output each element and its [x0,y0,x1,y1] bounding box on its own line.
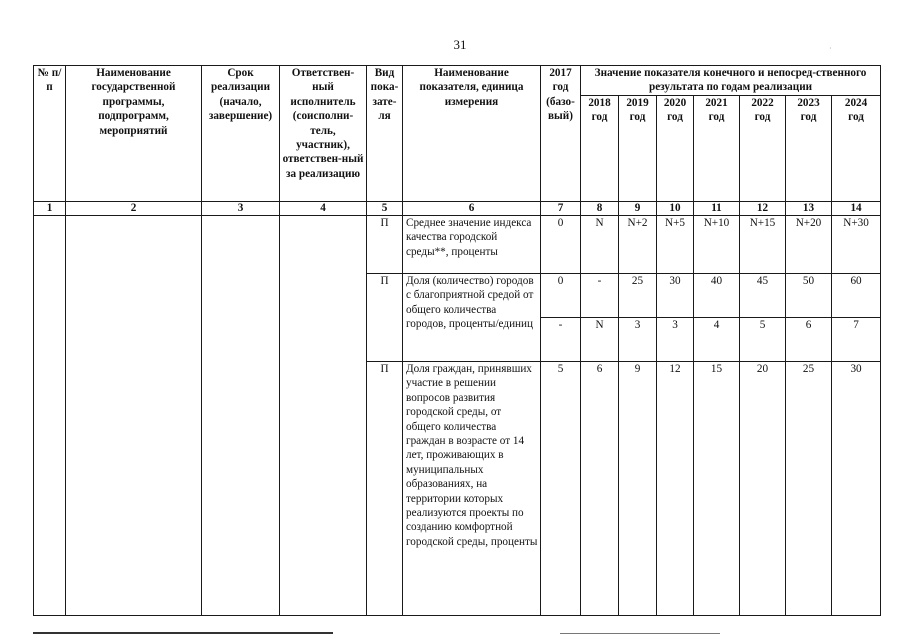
value-2022: 20 [740,362,786,616]
column-number: 10 [657,202,694,216]
value-2020: N+5 [657,216,694,274]
base-value: - [541,318,581,362]
cell-empty-number [34,216,66,616]
column-number: 2 [66,202,202,216]
header-col-executor: Ответствен-ный исполнитель (соисполни-тель, участник), ответствен-ный за реализацию [280,66,367,202]
indicator-name: Доля граждан, принявших участие в решении вопросов развития городской среды, от общего количества граждан в возрасте от 14 лет, проживающих в муниципальных образованиях, на территории которых реализуются проекты по созданию комфортной городской среды, проценты [403,362,541,616]
column-number: 3 [202,202,280,216]
value-2019: N+2 [619,216,657,274]
value-2019: 3 [619,318,657,362]
indicators-table [33,65,881,616]
header-col-indicator-name: Наименование показателя, единица измерения [403,66,541,202]
header-year-2024: 2024 год [832,96,881,202]
value-2018: - [581,274,619,318]
value-2023: N+20 [786,216,832,274]
value-2021: 15 [694,362,740,616]
scan-edge-line [560,633,720,634]
column-number: 1 [34,202,66,216]
value-2018: 6 [581,362,619,616]
cell-empty-executor [280,216,367,616]
value-2021: 4 [694,318,740,362]
header-year-2020: 2020 год [657,96,694,202]
page-number: 31 [453,37,467,52]
header-year-2021: 2021 год [694,96,740,202]
header-row-1 [34,66,881,96]
header-year-2023: 2023 год [786,96,832,202]
value-2019: 9 [619,362,657,616]
value-2022: 5 [740,318,786,362]
scan-edge-line [33,632,333,634]
indicator-type: П [367,274,403,362]
column-number: 14 [832,202,881,216]
column-number: 4 [280,202,367,216]
header-col-indicator-type: Вид пока-зате-ля [367,66,403,202]
indicator-name: Среднее значение индекса качества городской среды**, проценты [403,216,541,274]
cell-empty-term [202,216,280,616]
column-number: 8 [581,202,619,216]
value-2024: 7 [832,318,881,362]
indicator-name: Доля (количество) городов с благоприятной средой от общего количества городов, проценты/единиц [403,274,541,362]
indicator-type: П [367,216,403,274]
column-number: 5 [367,202,403,216]
cell-empty-program [66,216,202,616]
column-number: 9 [619,202,657,216]
value-2022: N+15 [740,216,786,274]
header-col-program: Наименование государственной программы, подпрограмм, мероприятий [66,66,202,202]
base-value: 0 [541,216,581,274]
column-number: 12 [740,202,786,216]
column-numbers-row [34,202,881,216]
value-2021: N+10 [694,216,740,274]
header-col-base-year: 2017 год (базо-вый) [541,66,581,202]
value-2022: 45 [740,274,786,318]
indicator-type: П [367,362,403,616]
value-2018: N [581,216,619,274]
value-2020: 12 [657,362,694,616]
column-number: 7 [541,202,581,216]
value-2024: 60 [832,274,881,318]
value-2020: 3 [657,318,694,362]
value-2020: 30 [657,274,694,318]
column-number: 6 [403,202,541,216]
header-group-title: Значение показателя конечного и непосред-ственного результата по годам реализации [581,66,881,96]
header-year-2019: 2019 год [619,96,657,202]
base-value: 0 [541,274,581,318]
column-number: 13 [786,202,832,216]
header-col-number: № п/п [34,66,66,202]
value-2024: N+30 [832,216,881,274]
value-2021: 40 [694,274,740,318]
value-2018: N [581,318,619,362]
header-year-2018: 2018 год [581,96,619,202]
column-number: 11 [694,202,740,216]
scan-speck: · [829,44,832,53]
value-2023: 50 [786,274,832,318]
table-row [34,216,881,274]
value-2023: 25 [786,362,832,616]
value-2019: 25 [619,274,657,318]
base-value: 5 [541,362,581,616]
header-year-2022: 2022 год [740,96,786,202]
value-2024: 30 [832,362,881,616]
value-2023: 6 [786,318,832,362]
header-col-term: Срок реализации (начало, завершение) [202,66,280,202]
